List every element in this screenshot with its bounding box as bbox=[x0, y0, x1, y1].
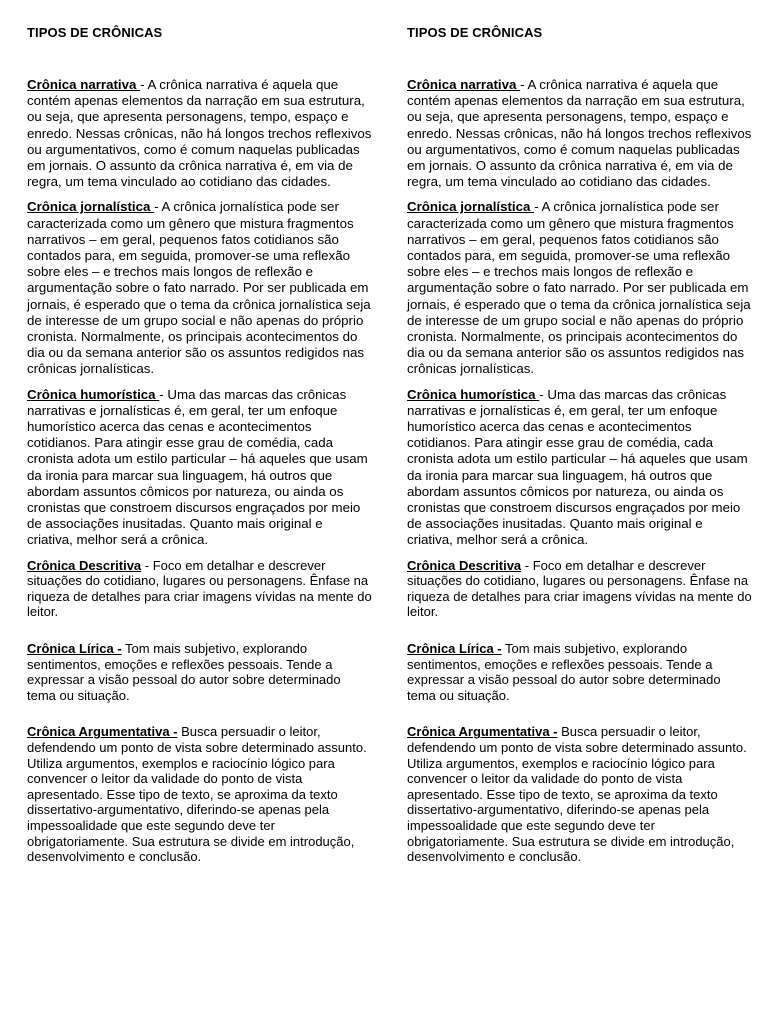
entry-term: Crônica jornalística bbox=[407, 199, 535, 215]
entry-text: Busca persuadir o leitor, defendendo um ponto de vista sobre determinado assunto. Utiliza argumentos, exemplos e raciocínio lógico para convencer o leitor da validade do ponto de vista apresentado. Esse tipo de texto, se aproxima da texto dissertativo-argumentativo, diferindo-se apenas pela impessoalidade que este segundo deve ter obrigatoriamente. Sua estrutura se divide em introdução, desenvolvimento e conclusão. bbox=[27, 724, 367, 865]
entry-term: Crônica humorística bbox=[27, 386, 160, 402]
entry-term: Crônica Descritiva bbox=[407, 557, 522, 573]
entry-cronica-jornalistica bbox=[27, 199, 372, 377]
entry-cronica-argumentativa bbox=[27, 724, 372, 864]
entry-cronica-jornalistica bbox=[407, 199, 752, 377]
entry-term: Crônica narrativa bbox=[407, 77, 521, 92]
document-title: TIPOS DE CRÔNICAS bbox=[407, 25, 543, 40]
entry-text: Busca persuadir o leitor, defendendo um ponto de vista sobre determinado assunto. Utiliza argumentos, exemplos e raciocínio lógico para convencer o leitor da validade do ponto de vista apresentado. Esse tipo de texto, se aproxima da texto dissertativo-argumentativo, diferindo-se apenas pela impessoalidade que este segundo deve ter obrigatoriamente. Sua estrutura se divide em introdução, desenvolvimento e conclusão. bbox=[407, 724, 747, 865]
entry-term: Crônica Argumentativa - bbox=[27, 724, 178, 740]
entry-cronica-descritiva bbox=[407, 558, 752, 620]
entry-term: Crônica Lírica - bbox=[27, 641, 122, 657]
document-title: TIPOS DE CRÔNICAS bbox=[27, 25, 163, 40]
entry-text: Tom mais subjetivo, explorando sentimentos, emoções e reflexões pessoais. Tende a expressar a visão pessoal do autor sobre determinado tema ou situação. bbox=[407, 641, 721, 703]
entry-text: - A crônica jornalística pode ser caracterizada como um gênero que mistura fragmentos narrativos – em geral, pequenos fatos cotidianos são contados para, em seguida, promover-se uma reflexão sobre eles – e trechos mais longos de reflexão e argumentação sobre o fato narrado. Por ser publicada em jornais, é esperado que o tema da crônica jornalística seja de interesse de um grupo social e não apenas do próprio cronista. Normalmente, os principais acontecimentos do dia ou da semana anterior são os assuntos redigidos nas crônicas jornalísticas. bbox=[407, 199, 751, 377]
entry-text: - Uma das marcas das crônicas narrativas e jornalísticas é, em geral, ter um enfoque humorístico acerca das cenas e acontecimentos cotidianos. Para atingir esse grau de comédia, cada cronista adota um estilo particular – há aqueles que usam da ironia para marcar sua linguagem, há outros que abordam assuntos cômicos por natureza, ou ainda os cronistas que constroem discursos engraçados por meio de associações inusitadas. Quanto mais original e criativa, melhor será a crônica. bbox=[27, 386, 368, 548]
entry-term: Crônica narrativa bbox=[27, 77, 141, 92]
entry-cronica-humoristica bbox=[407, 387, 752, 549]
entry-text: - Foco em detalhar e descrever situações do cotidiano, lugares ou personagens. Ênfase na riqueza de detalhes para criar imagens vívidas na mente do leitor. bbox=[27, 557, 372, 620]
entry-text: - A crônica narrativa é aquela que contém apenas elementos da narração em sua estrutura, ou seja, que apresenta personagens, tempo, espaço e enredo. Nessas crônicas, não há longos trechos reflexivos ou argumentativos, como é comum naquelas publicadas em jornais. O assunto da crônica narrativa é, em via de regra, um tema vinculado ao cotidiano das cidades. bbox=[407, 77, 752, 190]
entry-text: - Foco em detalhar e descrever situações do cotidiano, lugares ou personagens. Ênfase na riqueza de detalhes para criar imagens vívidas na mente do leitor. bbox=[407, 557, 752, 620]
entry-cronica-descritiva bbox=[27, 558, 372, 620]
entry-text: - A crônica jornalística pode ser caracterizada como um gênero que mistura fragmentos narrativos – em geral, pequenos fatos cotidianos são contados para, em seguida, promover-se uma reflexão sobre eles – e trechos mais longos de reflexão e argumentação sobre o fato narrado. Por ser publicada em jornais, é esperado que o tema da crônica jornalística seja de interesse de um grupo social e não apenas do próprio cronista. Normalmente, os principais acontecimentos do dia ou da semana anterior são os assuntos redigidos nas crônicas jornalísticas. bbox=[27, 199, 371, 377]
entry-cronica-humoristica bbox=[27, 387, 372, 549]
entry-term: Crônica humorística bbox=[407, 386, 540, 402]
entry-cronica-lirica bbox=[27, 641, 372, 703]
entry-text: - A crônica narrativa é aquela que contém apenas elementos da narração em sua estrutura, ou seja, que apresenta personagens, tempo, espaço e enredo. Nessas crônicas, não há longos trechos reflexivos ou argumentativos, como é comum naquelas publicadas em jornais. O assunto da crônica narrativa é, em via de regra, um tema vinculado ao cotidiano das cidades. bbox=[27, 77, 372, 190]
entry-cronica-argumentativa bbox=[407, 724, 752, 864]
entry-term: Crônica Argumentativa - bbox=[407, 724, 558, 740]
entry-term: Crônica jornalística bbox=[27, 199, 155, 215]
entry-cronica-lirica bbox=[407, 641, 752, 703]
entry-cronica-narrativa bbox=[27, 77, 372, 190]
entry-term: Crônica Lírica - bbox=[407, 641, 502, 657]
entry-text: Tom mais subjetivo, explorando sentimentos, emoções e reflexões pessoais. Tende a expressar a visão pessoal do autor sobre determinado tema ou situação. bbox=[27, 641, 341, 703]
left-column bbox=[27, 25, 372, 874]
entry-cronica-narrativa bbox=[407, 77, 752, 190]
right-column bbox=[407, 25, 752, 874]
entry-text: - Uma das marcas das crônicas narrativas e jornalísticas é, em geral, ter um enfoque humorístico acerca das cenas e acontecimentos cotidianos. Para atingir esse grau de comédia, cada cronista adota um estilo particular – há aqueles que usam da ironia para marcar sua linguagem, há outros que abordam assuntos cômicos por natureza, ou ainda os cronistas que constroem discursos engraçados por meio de associações inusitadas. Quanto mais original e criativa, melhor será a crônica. bbox=[407, 386, 748, 548]
entry-term: Crônica Descritiva bbox=[27, 557, 142, 573]
